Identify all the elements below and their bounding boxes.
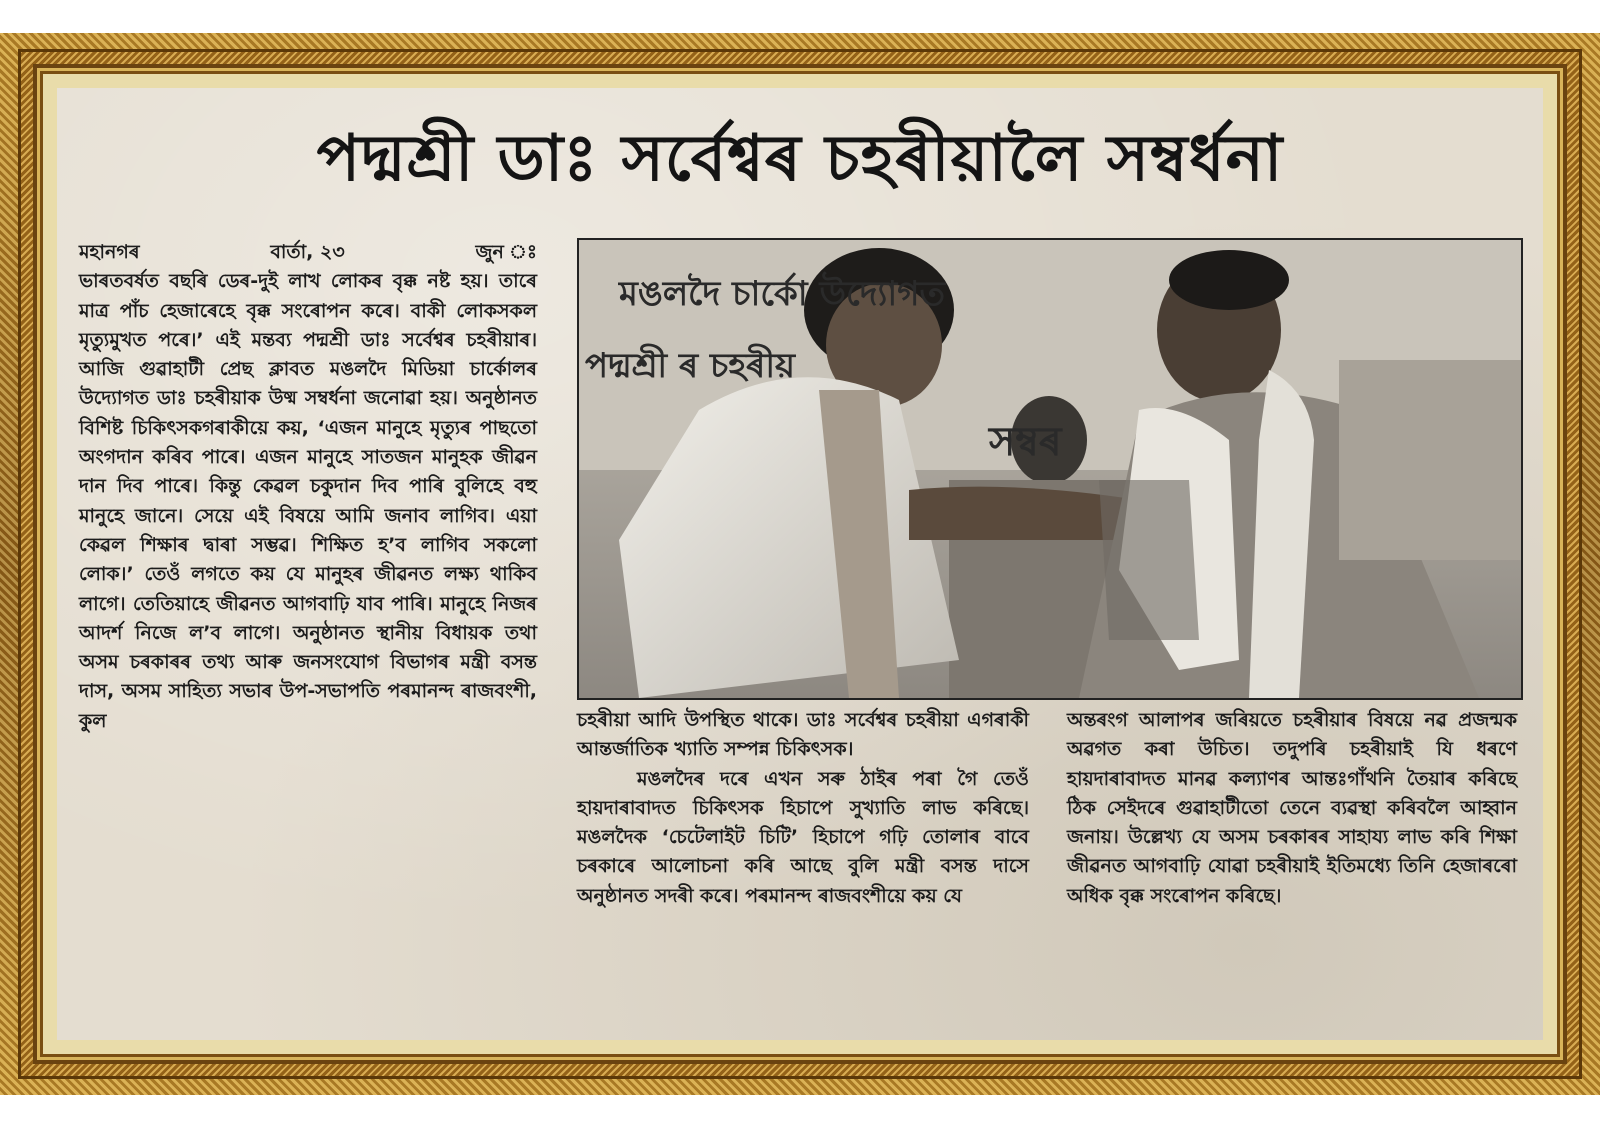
banner-text-line-3: সম্বৰ [989, 419, 1062, 465]
frame-molding [18, 49, 1582, 1079]
article-paragraph: ভাৰতবৰ্ষত বছৰি ডেৰ-দুই লাখ লোকৰ বৃক্ক নষ্ট হয়। তাৰে মাত্ৰ পাঁচ হেজাৰেহে বৃক্ক সংৰোপন কৰে। বাকী লোকসকল মৃত্যুমুখত পৰে।’ এই মন্তব্য পদ্মশ্ৰী ডাঃ সৰ্বেশ্বৰ চহৰীয়াৰ। আজি গুৱাহাটী প্ৰেছ ক্লাবত মঙলদৈ মিডিয়া চাৰ্কোলৰ উদ্যোগত ডাঃ চহৰীয়াক উষ্ম সম্বৰ্ধনা জনোৱা হয়। অনুষ্ঠানত বিশিষ্ট চিকিৎসকগৰাকীয়ে কয়, ‘এজন মানুহে মৃত্যুৰ পাছতো অংগদান কৰিব পাৰে। এজন মানুহে সাতজন মানুহক জীৱন দান দিব পাৰে। কিন্তু কেৱল চকুদান দিব পাৰি বুলিহে বহু মানুহে জানে। সেয়ে এই বিষয়ে আমি জনাব লাগিব। এয়া কেৱল শিক্ষাৰ দ্বাৰা সম্ভৱ। শিক্ষিত হ’ব লাগিব সকলো লোক।’ তেওঁ লগতে কয় যে মানুহৰ জীৱনত লক্ষ্য থাকিব লাগে। তেতিয়াহে জীৱনত আগবাঢ়ি যাব পাৰি। মানুহে নিজৰ আদৰ্শ নিজে ল’ব লাগে। অনুষ্ঠানত স্থানীয় বিধায়ক তথা অসম চৰকাৰৰ তথ্য আৰু জনসংযোগ বিভাগৰ মন্ত্ৰী বসন্ত দাস, অসম সাহিত্য সভাৰ উপ-সভাপতি পৰমানন্দ ৰাজবংশী, কুল [79, 270, 537, 732]
banner-text-line-2: পদ্মশ্ৰী ৰ চহৰীয় [585, 346, 796, 386]
article-paragraph: অন্তৰংগ আলাপৰ জৰিয়তে চহৰীয়াৰ বিষয়ে নৱ প্ৰজন্মক অৱগত কৰা উচিত। তদুপৰি চহৰীয়াই যি ধৰণে হায়দাৰাবাদত মানৱ কল্যাণৰ আন্তঃগাঁথনি তৈয়াৰ কৰিছে ঠিক সেইদৰে গুৱাহাটীতো তেনে ব্যৱস্থা কৰিবলৈ আহ্বান জনায়। উল্লেখ্য যে অসম চৰকাৰৰ সাহায্য লাভ কৰি শিক্ষা জীৱনত আগবাঢ়ি যোৱা চহৰীয়াই ইতিমধ্যে তিনি হেজাৰৰো অধিক বৃক্ক সংৰোপন কৰিছে। [1067, 709, 1517, 907]
article-paragraph: চহৰীয়া আদি উপস্থিত থাকে। ডাঃ সৰ্বেশ্বৰ চহৰীয়া এগৰাকী আন্তৰ্জাতিক খ্যাতি সম্পন্ন চিকিৎসক। [577, 709, 1029, 761]
dateline-date: জুন ঃ [475, 241, 537, 263]
article-column-2 [577, 706, 1029, 911]
frame-inner-border [33, 64, 1567, 1064]
ornate-picture-frame [0, 33, 1600, 1095]
dateline-place: মহানগৰ [79, 241, 140, 263]
dateline-source: বাৰ্তা, ২৩ [270, 241, 345, 263]
headline: পদ্মশ্ৰী ডাঃ সৰ্বেশ্বৰ চহৰীয়ালৈ সম্বৰ্ধনা [316, 122, 1284, 196]
article-column-3 [1067, 706, 1517, 911]
article-paragraph: মঙলদৈৰ দৰে এখন সৰু ঠাইৰ পৰা গৈ তেওঁ হায়দাৰাবাদত চিকিৎসক হিচাপে সুখ্যাতি লাভ কৰিছে। মঙলদৈক ‘চেটেলাইট চিটি’ হিচাপে গঢ়ি তোলাৰ বাবে চৰকাৰে আলোচনা কৰি আছে বুলি মন্ত্ৰী বসন্ত দাসে অনুষ্ঠানত সদৰী কৰে। পৰমানন্দ ৰাজবংশীয়ে কয় যে [577, 767, 1029, 907]
news-photo [577, 238, 1523, 700]
banner-text-line-1: মঙলদৈ চাৰ্কো উদ্যোগত [619, 274, 946, 314]
newspaper-clipping [57, 88, 1543, 1040]
dateline [79, 238, 537, 267]
article-column-1 [79, 238, 537, 736]
